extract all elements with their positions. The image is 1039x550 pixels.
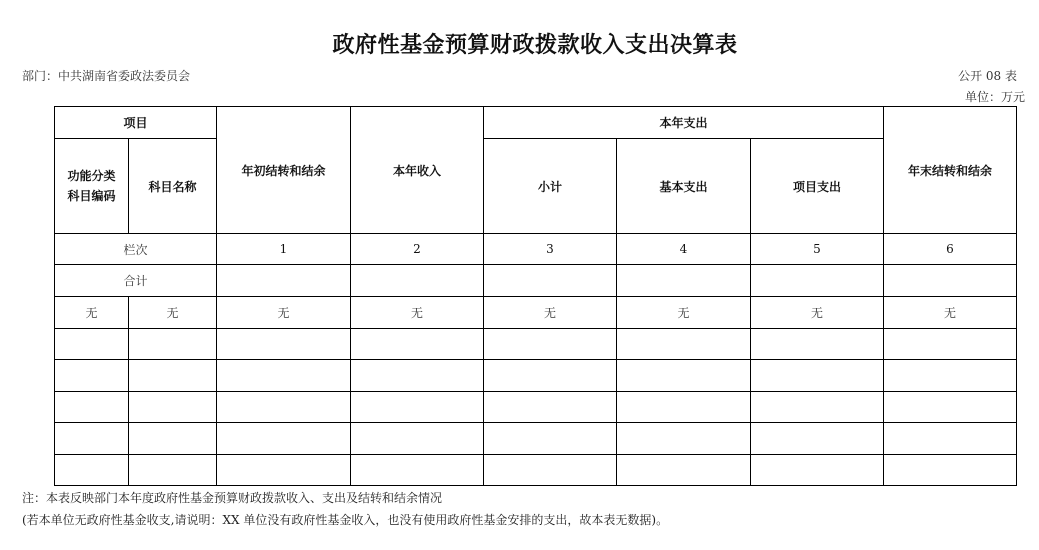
table-row [55, 392, 1017, 423]
total-label: 合计 [55, 265, 217, 297]
header-expense-group: 本年支出 [484, 107, 884, 139]
header-begin-balance: 年初结转和结余 [217, 107, 351, 234]
lanci-label: 栏次 [55, 234, 217, 265]
table-cell: 无 [217, 297, 351, 329]
table-cell [884, 265, 1017, 297]
lanci-cell: 1 [217, 234, 351, 265]
lanci-cell: 6 [884, 234, 1017, 265]
lanci-cell: 3 [484, 234, 617, 265]
lanci-cell: 2 [351, 234, 484, 265]
unit-label: 单位：万元 [964, 90, 1025, 104]
header-project-expense: 项目支出 [751, 139, 884, 234]
header-subject-name: 科目名称 [129, 139, 217, 234]
table-cell [217, 265, 351, 297]
table-cell: 无 [484, 297, 617, 329]
table-row [55, 360, 1017, 392]
fund-budget-table [54, 106, 1017, 486]
table-cell [751, 265, 884, 297]
table-cell: 无 [351, 297, 484, 329]
header-end-balance: 年末结转和结余 [884, 107, 1017, 234]
total-row [55, 265, 1017, 297]
header-project: 项目 [55, 107, 217, 139]
table-cell: 无 [751, 297, 884, 329]
table-cell [617, 265, 751, 297]
table-code-label: 公开 08 表 [958, 69, 1017, 83]
lanci-cell: 4 [617, 234, 751, 265]
footnote: 注：本表反映部门本年度政府性基金预算财政拨款收入、支出及结转和结余情况 [22, 491, 443, 505]
header-func-code: 功能分类 科目编码 [55, 139, 129, 234]
lanci-row [55, 234, 1017, 265]
header-income: 本年收入 [351, 107, 484, 234]
table-row [55, 329, 1017, 360]
header-basic-expense: 基本支出 [617, 139, 751, 234]
table-cell: 无 [55, 297, 129, 329]
table-row [55, 455, 1017, 486]
footnote-explanation: (若本单位无政府性基金收支,请说明：XX 单位没有政府性基金收入，也没有使用政府性基金安排的支出，故本表无数据)。 [22, 513, 669, 527]
table-cell: 无 [129, 297, 217, 329]
table-cell [484, 265, 617, 297]
table-cell: 无 [884, 297, 1017, 329]
table-cell: 无 [617, 297, 751, 329]
table-row [55, 423, 1017, 455]
page-title: 政府性基金预算财政拨款收入支出决算表 [332, 33, 738, 58]
table-row [55, 297, 1017, 329]
lanci-cell: 5 [751, 234, 884, 265]
department-label: 部门：中共湖南省委政法委员会 [22, 69, 191, 83]
table-cell [351, 265, 484, 297]
header-subtotal: 小计 [484, 139, 617, 234]
